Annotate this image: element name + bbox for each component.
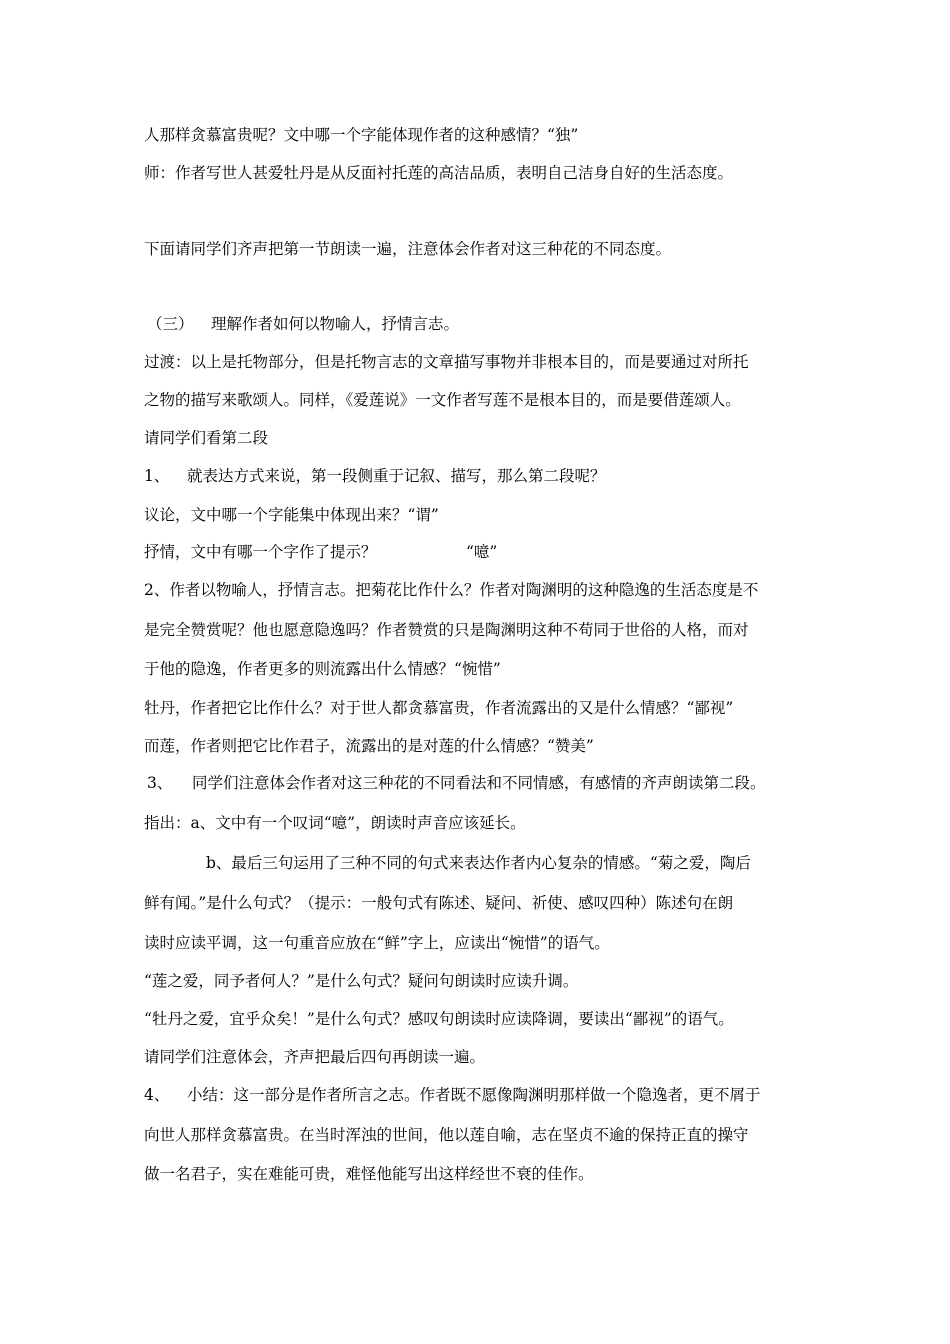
paragraph-line: 抒情，文中有哪一个字作了提示？ [144, 543, 377, 561]
list-number: 3、 [147, 774, 173, 792]
paragraph-line: 牡丹，作者把它比作什么？对于世人都贪慕富贵，作者流露出的又是什么情感？“鄙视” [144, 699, 734, 717]
section-heading: 理解作者如何以物喻人，抒情言志。 [211, 315, 460, 333]
paragraph-line: 而莲，作者则把它比作君子，流露出的是对莲的什么情感？“赞美” [144, 737, 594, 755]
paragraph-line: “莲之爱，同予者何人？”是什么句式？疑问句朗读时应读升调。 [144, 972, 579, 990]
paragraph-line: 读时应读平调，这一句重音应放在“鲜”字上，应读出“惋惜”的语气。 [144, 934, 610, 952]
paragraph-line: 过渡：以上是托物部分，但是托物言志的文章描写事物并非根本目的，而是要通过对所托 [144, 353, 749, 371]
paragraph-line: 请同学们看第二段 [144, 429, 269, 447]
paragraph-line: 是完全赞赏呢？他也愿意隐逸吗？作者赞赏的只是陶渊明这种不苟同于世俗的人格，而对 [144, 621, 749, 639]
paragraph-line: 议论，文中哪一个字能集中体现出来？“谓” [144, 506, 439, 524]
paragraph-line: 小结：这一部分是作者所言之志。作者既不愿像陶渊明那样做一个隐逸者，更不屑于 [187, 1086, 761, 1104]
paragraph-line: 就表达方式来说，第一段侧重于记叙、描写，那么第二段呢？ [187, 467, 606, 485]
section-number: （三） [147, 315, 194, 333]
paragraph-line: 做一名君子，实在难能可贵，难怪他能写出这样经世不衰的佳作。 [144, 1165, 594, 1183]
list-number: 1、 [144, 467, 170, 485]
paragraph-line: “牡丹之爱，宜乎众矣！”是什么句式？感叹句朗读时应读降调，要读出“鄙视”的语气。 [144, 1010, 734, 1028]
paragraph-line: b、最后三句运用了三种不同的句式来表达作者内心复杂的情感。“菊之爱，陶后 [206, 854, 751, 872]
paragraph-line: 2、作者以物喻人，抒情言志。把菊花比作什么？作者对陶渊明的这种隐逸的生活态度是不 [144, 581, 759, 599]
paragraph-line: 向世人那样贪慕富贵。在当时浑浊的世间，他以莲自喻，志在坚贞不逾的保持正直的操守 [144, 1126, 749, 1144]
answer-text: “噫” [466, 543, 498, 561]
paragraph-line: 之物的描写来歌颂人。同样，《爱莲说》一文作者写莲不是根本目的，而是要借莲颂人。 [144, 391, 741, 409]
paragraph-line: 师：作者写世人甚爱牡丹是从反面衬托莲的高洁品质，表明自己洁身自好的生活态度。 [144, 164, 734, 182]
list-number: 4、 [144, 1086, 170, 1104]
paragraph-line: 同学们注意体会作者对这三种花的不同看法和不同情感，有感情的齐声朗读第二段。 [192, 774, 766, 792]
paragraph-line: 下面请同学们齐声把第一节朗读一遍，注意体会作者对这三种花的不同态度。 [144, 240, 672, 258]
paragraph-line: 指出：a、文中有一个叹词“噫”，朗读时声音应该延长。 [144, 814, 526, 832]
paragraph-line: 人那样贪慕富贵呢？文中哪一个字能体现作者的这种感情？“独” [144, 126, 579, 144]
paragraph-line: 鲜有闻。”是什么句式？（提示：一般句式有陈述、疑问、祈使、感叹四种）陈述句在朗 [144, 894, 734, 912]
paragraph-line: 请同学们注意体会，齐声把最后四句再朗读一遍。 [144, 1048, 486, 1066]
paragraph-line: 于他的隐逸，作者更多的则流露出什么情感？“惋惜” [144, 660, 501, 678]
